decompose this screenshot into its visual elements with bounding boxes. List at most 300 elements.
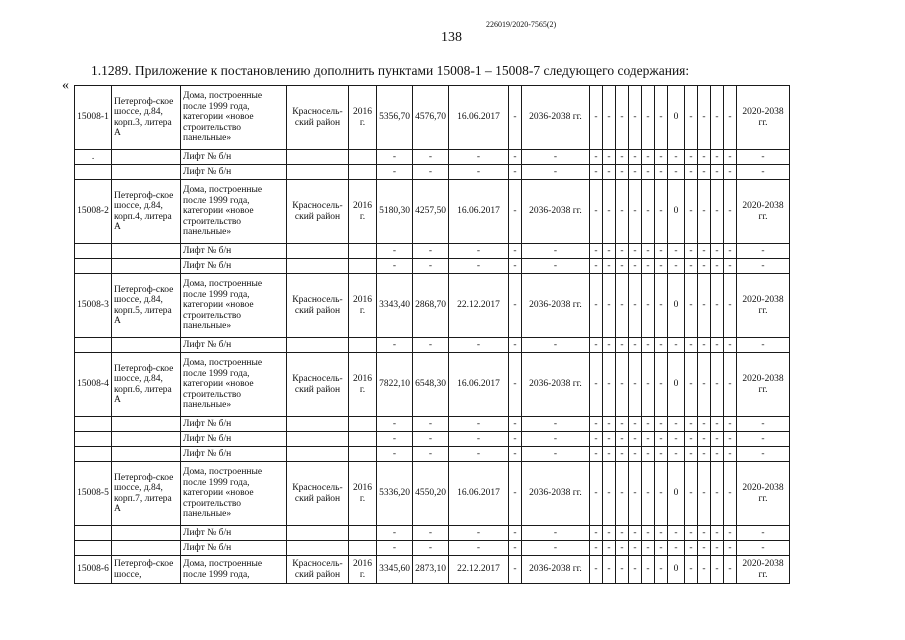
lift-lead-cell: [75, 259, 112, 274]
lift-work-cell: -: [642, 259, 655, 274]
lift-work-cell: -: [698, 244, 711, 259]
lift-lead-cell: [75, 541, 112, 556]
lift-work-cell: -: [698, 447, 711, 462]
lift-year-cell: [349, 447, 377, 462]
total-area-cell: 3345,60: [377, 556, 413, 584]
work-type-cell: 0: [668, 353, 685, 417]
lift-work-cell: -: [711, 338, 724, 353]
lift-address-cell: [112, 447, 181, 462]
clause-text: 1.1289. Приложение к постановлению дополнить пунктами 15008-1 – 15008-7 следующего содержания:: [91, 63, 690, 78]
work-type-cell: -: [685, 86, 698, 150]
item-number: 15008-3: [75, 274, 112, 338]
lift-dash-cell: -: [413, 338, 449, 353]
lift-lead-cell: [75, 526, 112, 541]
dash-cell: -: [509, 462, 522, 526]
lift-work-cell: -: [711, 417, 724, 432]
lift-work-cell: -: [655, 259, 668, 274]
work-type-cell: -: [698, 462, 711, 526]
lift-district-cell: [287, 526, 349, 541]
lift-row: [75, 165, 790, 180]
district-cell: Красносель-ский район: [287, 86, 349, 150]
lift-work-cell: -: [642, 432, 655, 447]
work-type-cell: 0: [668, 86, 685, 150]
year-cell: 2016 г.: [349, 556, 377, 584]
lift-address-cell: [112, 150, 181, 165]
lift-dash-cell: -: [522, 150, 590, 165]
work-type-cell: 0: [668, 180, 685, 244]
lift-work-cell: -: [685, 447, 698, 462]
living-area-cell: 4550,20: [413, 462, 449, 526]
lift-work-cell: -: [629, 150, 642, 165]
lift-work-cell: -: [590, 244, 603, 259]
lift-work-cell: -: [668, 150, 685, 165]
lift-work-cell: -: [668, 526, 685, 541]
lift-work-cell: -: [616, 150, 629, 165]
final-period-cell: 2020-2038 гг.: [737, 180, 790, 244]
work-type-cell: -: [616, 274, 629, 338]
work-type-cell: -: [642, 462, 655, 526]
lift-work-cell: -: [698, 417, 711, 432]
lift-dash-cell: -: [509, 432, 522, 447]
work-type-cell: -: [724, 462, 737, 526]
work-type-cell: -: [590, 353, 603, 417]
table-row: [75, 180, 790, 244]
address-cell: Петергоф-ское шоссе, д.84, корп.6, литера А: [112, 353, 181, 417]
work-type-cell: -: [603, 556, 616, 584]
lift-district-cell: [287, 432, 349, 447]
date-cell: 16.06.2017: [449, 180, 509, 244]
work-type-cell: 0: [668, 556, 685, 584]
lift-work-cell: -: [590, 432, 603, 447]
district-cell: Красносель-ский район: [287, 180, 349, 244]
item-number: 15008-2: [75, 180, 112, 244]
lift-work-cell: -: [698, 526, 711, 541]
lift-work-cell: -: [603, 541, 616, 556]
lift-work-cell: -: [616, 541, 629, 556]
table-row: [75, 556, 790, 584]
work-type-cell: -: [698, 556, 711, 584]
period-cell: 2036-2038 гг.: [522, 556, 590, 584]
address-cell: Петергоф-ское шоссе,: [112, 556, 181, 584]
lift-work-cell: -: [698, 541, 711, 556]
lift-work-cell: -: [685, 432, 698, 447]
lift-work-cell: -: [685, 150, 698, 165]
lift-work-cell: -: [629, 432, 642, 447]
work-type-cell: -: [685, 274, 698, 338]
lift-work-cell: -: [655, 150, 668, 165]
work-type-cell: -: [629, 462, 642, 526]
lift-row: [75, 526, 790, 541]
work-type-cell: -: [711, 180, 724, 244]
work-type-cell: -: [655, 180, 668, 244]
lift-name-cell: Лифт № б/н: [181, 526, 287, 541]
lift-work-cell: -: [711, 526, 724, 541]
lift-work-cell: -: [711, 165, 724, 180]
lift-work-cell: -: [724, 244, 737, 259]
lift-district-cell: [287, 447, 349, 462]
lift-dash-cell: -: [377, 447, 413, 462]
lift-dash-cell: -: [522, 244, 590, 259]
work-type-cell: -: [590, 556, 603, 584]
lift-address-cell: [112, 244, 181, 259]
lift-work-cell: -: [685, 526, 698, 541]
lift-address-cell: [112, 432, 181, 447]
period-cell: 2036-2038 гг.: [522, 86, 590, 150]
lift-work-cell: -: [603, 259, 616, 274]
living-area-cell: 6548,30: [413, 353, 449, 417]
lift-name-cell: Лифт № б/н: [181, 447, 287, 462]
work-type-cell: -: [685, 353, 698, 417]
living-area-cell: 2873,10: [413, 556, 449, 584]
work-type-cell: -: [629, 180, 642, 244]
lift-work-cell: -: [668, 541, 685, 556]
final-period-cell: 2020-2038 гг.: [737, 556, 790, 584]
total-area-cell: 3343,40: [377, 274, 413, 338]
lift-work-cell: -: [655, 432, 668, 447]
lift-dash-cell: -: [522, 541, 590, 556]
work-type-cell: -: [724, 274, 737, 338]
lift-work-cell: -: [642, 150, 655, 165]
lift-lead-cell: [75, 447, 112, 462]
lift-name-cell: Лифт № б/н: [181, 259, 287, 274]
lift-dash-cell: -: [413, 244, 449, 259]
lift-work-cell: -: [603, 244, 616, 259]
lift-name-cell: Лифт № б/н: [181, 541, 287, 556]
lift-lead-cell: [75, 432, 112, 447]
lift-work-cell: -: [616, 417, 629, 432]
lift-district-cell: [287, 244, 349, 259]
lift-work-cell: -: [616, 259, 629, 274]
lift-work-cell: -: [590, 338, 603, 353]
lift-lead-cell: [75, 338, 112, 353]
date-cell: 16.06.2017: [449, 462, 509, 526]
work-type-cell: -: [616, 556, 629, 584]
work-type-cell: -: [711, 556, 724, 584]
period-cell: 2036-2038 гг.: [522, 462, 590, 526]
living-area-cell: 4576,70: [413, 86, 449, 150]
lift-row: [75, 244, 790, 259]
lift-work-cell: -: [629, 541, 642, 556]
lift-dash-cell: -: [377, 244, 413, 259]
lift-final-cell: -: [737, 259, 790, 274]
final-period-cell: 2020-2038 гг.: [737, 353, 790, 417]
lift-dash-cell: -: [509, 259, 522, 274]
date-cell: 22.12.2017: [449, 556, 509, 584]
work-type-cell: -: [698, 86, 711, 150]
lift-dash-cell: -: [377, 541, 413, 556]
lift-work-cell: -: [616, 526, 629, 541]
lift-work-cell: -: [590, 259, 603, 274]
lift-work-cell: -: [629, 526, 642, 541]
period-cell: 2036-2038 гг.: [522, 353, 590, 417]
work-type-cell: -: [629, 86, 642, 150]
lift-work-cell: -: [724, 150, 737, 165]
lift-final-cell: -: [737, 417, 790, 432]
lift-district-cell: [287, 338, 349, 353]
lift-work-cell: -: [603, 432, 616, 447]
total-area-cell: 7822,10: [377, 353, 413, 417]
lift-work-cell: -: [629, 244, 642, 259]
year-cell: 2016 г.: [349, 462, 377, 526]
date-cell: 22.12.2017: [449, 274, 509, 338]
lift-work-cell: -: [642, 338, 655, 353]
lift-dash-cell: -: [377, 338, 413, 353]
lift-work-cell: -: [642, 244, 655, 259]
work-type-cell: -: [603, 274, 616, 338]
lift-dash-cell: -: [377, 526, 413, 541]
lift-work-cell: -: [603, 447, 616, 462]
lift-dash-cell: -: [509, 447, 522, 462]
lift-name-cell: Лифт № б/н: [181, 244, 287, 259]
lift-dash-cell: -: [449, 259, 509, 274]
lift-dash-cell: -: [413, 417, 449, 432]
lift-year-cell: [349, 541, 377, 556]
work-type-cell: -: [724, 556, 737, 584]
document-number: 226019/2020-7565(2): [486, 20, 557, 29]
work-type-cell: -: [616, 86, 629, 150]
work-type-cell: -: [724, 180, 737, 244]
work-type-cell: -: [642, 353, 655, 417]
lift-final-cell: -: [737, 244, 790, 259]
work-type-cell: -: [629, 353, 642, 417]
work-type-cell: -: [655, 556, 668, 584]
work-type-cell: -: [685, 556, 698, 584]
period-cell: 2036-2038 гг.: [522, 274, 590, 338]
lift-work-cell: -: [590, 150, 603, 165]
lift-dash-cell: -: [413, 150, 449, 165]
lift-row: [75, 447, 790, 462]
lift-dash-cell: -: [522, 338, 590, 353]
lift-address-cell: [112, 165, 181, 180]
lift-work-cell: -: [685, 165, 698, 180]
item-number: 15008-1: [75, 86, 112, 150]
category-cell: Дома, построенные после 1999 года, категории «новое строительство панельные»: [181, 462, 287, 526]
lift-work-cell: -: [711, 259, 724, 274]
lift-work-cell: -: [655, 417, 668, 432]
lift-work-cell: -: [616, 447, 629, 462]
lift-year-cell: [349, 338, 377, 353]
lift-final-cell: -: [737, 165, 790, 180]
lift-dash-cell: -: [449, 447, 509, 462]
item-number: 15008-6: [75, 556, 112, 584]
work-type-cell: -: [603, 462, 616, 526]
work-type-cell: -: [603, 180, 616, 244]
item-number: 15008-4: [75, 353, 112, 417]
lift-dash-cell: -: [449, 526, 509, 541]
work-type-cell: -: [698, 353, 711, 417]
lift-work-cell: -: [668, 447, 685, 462]
work-type-cell: -: [616, 462, 629, 526]
category-cell: Дома, построенные после 1999 года, категории «новое строительство панельные»: [181, 274, 287, 338]
lift-dash-cell: -: [522, 447, 590, 462]
lift-dash-cell: -: [522, 526, 590, 541]
lift-work-cell: -: [642, 447, 655, 462]
work-type-cell: -: [711, 86, 724, 150]
lift-year-cell: [349, 259, 377, 274]
lift-work-cell: -: [724, 259, 737, 274]
lift-work-cell: -: [668, 417, 685, 432]
lift-work-cell: -: [668, 338, 685, 353]
lift-dash-cell: -: [509, 338, 522, 353]
work-type-cell: -: [590, 180, 603, 244]
lift-work-cell: -: [642, 417, 655, 432]
lift-row: [75, 150, 790, 165]
lift-row: [75, 259, 790, 274]
lift-dash-cell: -: [509, 541, 522, 556]
work-type-cell: -: [603, 353, 616, 417]
lift-lead-cell: .: [75, 150, 112, 165]
lift-work-cell: -: [629, 417, 642, 432]
lift-dash-cell: -: [449, 432, 509, 447]
lift-work-cell: -: [685, 259, 698, 274]
lift-work-cell: -: [590, 417, 603, 432]
lift-dash-cell: -: [509, 526, 522, 541]
total-area-cell: 5356,70: [377, 86, 413, 150]
living-area-cell: 4257,50: [413, 180, 449, 244]
lift-address-cell: [112, 259, 181, 274]
work-type-cell: -: [616, 180, 629, 244]
lift-dash-cell: -: [522, 417, 590, 432]
lift-address-cell: [112, 541, 181, 556]
table-row: [75, 274, 790, 338]
lift-address-cell: [112, 338, 181, 353]
work-type-cell: -: [711, 353, 724, 417]
address-cell: Петергоф-ское шоссе, д.84, корп.4, литера А: [112, 180, 181, 244]
lift-district-cell: [287, 417, 349, 432]
lift-work-cell: -: [698, 165, 711, 180]
lift-work-cell: -: [642, 541, 655, 556]
work-type-cell: -: [642, 180, 655, 244]
lift-row: [75, 338, 790, 353]
lift-work-cell: -: [668, 244, 685, 259]
work-type-cell: -: [642, 274, 655, 338]
lift-name-cell: Лифт № б/н: [181, 150, 287, 165]
lift-work-cell: -: [655, 244, 668, 259]
lift-work-cell: -: [711, 432, 724, 447]
living-area-cell: 2868,70: [413, 274, 449, 338]
lift-dash-cell: -: [449, 150, 509, 165]
lift-work-cell: -: [685, 244, 698, 259]
lift-district-cell: [287, 165, 349, 180]
address-cell: Петергоф-ское шоссе, д.84, корп.5, литера А: [112, 274, 181, 338]
dash-cell: -: [509, 556, 522, 584]
lift-work-cell: -: [655, 338, 668, 353]
lift-dash-cell: -: [522, 165, 590, 180]
date-cell: 16.06.2017: [449, 353, 509, 417]
dash-cell: -: [509, 180, 522, 244]
lift-work-cell: -: [685, 417, 698, 432]
lift-work-cell: -: [603, 526, 616, 541]
lift-dash-cell: -: [449, 541, 509, 556]
lift-district-cell: [287, 259, 349, 274]
lift-work-cell: -: [668, 259, 685, 274]
lift-work-cell: -: [603, 417, 616, 432]
final-period-cell: 2020-2038 гг.: [737, 274, 790, 338]
work-type-cell: -: [590, 462, 603, 526]
lift-dash-cell: -: [522, 432, 590, 447]
lift-dash-cell: -: [377, 432, 413, 447]
lift-work-cell: -: [629, 338, 642, 353]
lift-year-cell: [349, 417, 377, 432]
lift-district-cell: [287, 150, 349, 165]
lift-year-cell: [349, 432, 377, 447]
lift-work-cell: -: [629, 259, 642, 274]
lift-work-cell: -: [724, 526, 737, 541]
lift-work-cell: -: [590, 165, 603, 180]
lift-work-cell: -: [616, 432, 629, 447]
lift-work-cell: -: [629, 165, 642, 180]
lift-work-cell: -: [685, 338, 698, 353]
total-area-cell: 5180,30: [377, 180, 413, 244]
category-cell: Дома, построенные после 1999 года,: [181, 556, 287, 584]
lift-work-cell: -: [711, 150, 724, 165]
lift-work-cell: -: [616, 244, 629, 259]
lift-year-cell: [349, 526, 377, 541]
work-type-cell: -: [629, 274, 642, 338]
address-cell: Петергоф-ское шоссе, д.84, корп.7, литера А: [112, 462, 181, 526]
lift-work-cell: -: [698, 432, 711, 447]
lift-year-cell: [349, 150, 377, 165]
dash-cell: -: [509, 86, 522, 150]
lift-dash-cell: -: [509, 150, 522, 165]
lift-work-cell: -: [724, 432, 737, 447]
lift-final-cell: -: [737, 541, 790, 556]
lift-dash-cell: -: [509, 244, 522, 259]
table-row: [75, 353, 790, 417]
lift-address-cell: [112, 526, 181, 541]
table-body: [75, 86, 790, 584]
work-type-cell: 0: [668, 274, 685, 338]
period-cell: 2036-2038 гг.: [522, 180, 590, 244]
lift-name-cell: Лифт № б/н: [181, 432, 287, 447]
category-cell: Дома, построенные после 1999 года, категории «новое строительство панельные»: [181, 86, 287, 150]
work-type-cell: -: [655, 274, 668, 338]
table-row: [75, 86, 790, 150]
dash-cell: -: [509, 274, 522, 338]
lift-dash-cell: -: [522, 259, 590, 274]
district-cell: Красносель-ский район: [287, 274, 349, 338]
page-number: 138: [441, 30, 462, 45]
lift-dash-cell: -: [413, 526, 449, 541]
lift-row: [75, 417, 790, 432]
lift-work-cell: -: [711, 541, 724, 556]
lift-final-cell: -: [737, 150, 790, 165]
category-cell: Дома, построенные после 1999 года, категории «новое строительство панельные»: [181, 180, 287, 244]
category-cell: Дома, построенные после 1999 года, категории «новое строительство панельные»: [181, 353, 287, 417]
lift-address-cell: [112, 417, 181, 432]
lift-work-cell: -: [616, 165, 629, 180]
lift-work-cell: -: [642, 165, 655, 180]
work-type-cell: -: [698, 180, 711, 244]
lift-work-cell: -: [655, 165, 668, 180]
work-type-cell: -: [685, 180, 698, 244]
work-type-cell: -: [603, 86, 616, 150]
work-type-cell: -: [724, 86, 737, 150]
work-type-cell: -: [616, 353, 629, 417]
lift-dash-cell: -: [449, 244, 509, 259]
lift-dash-cell: -: [377, 417, 413, 432]
lift-work-cell: -: [685, 541, 698, 556]
lift-work-cell: -: [724, 165, 737, 180]
lift-district-cell: [287, 541, 349, 556]
year-cell: 2016 г.: [349, 180, 377, 244]
work-type-cell: -: [724, 353, 737, 417]
housing-table: [74, 85, 790, 584]
lift-work-cell: -: [590, 526, 603, 541]
lift-work-cell: -: [590, 447, 603, 462]
lift-name-cell: Лифт № б/н: [181, 165, 287, 180]
lift-work-cell: -: [603, 150, 616, 165]
